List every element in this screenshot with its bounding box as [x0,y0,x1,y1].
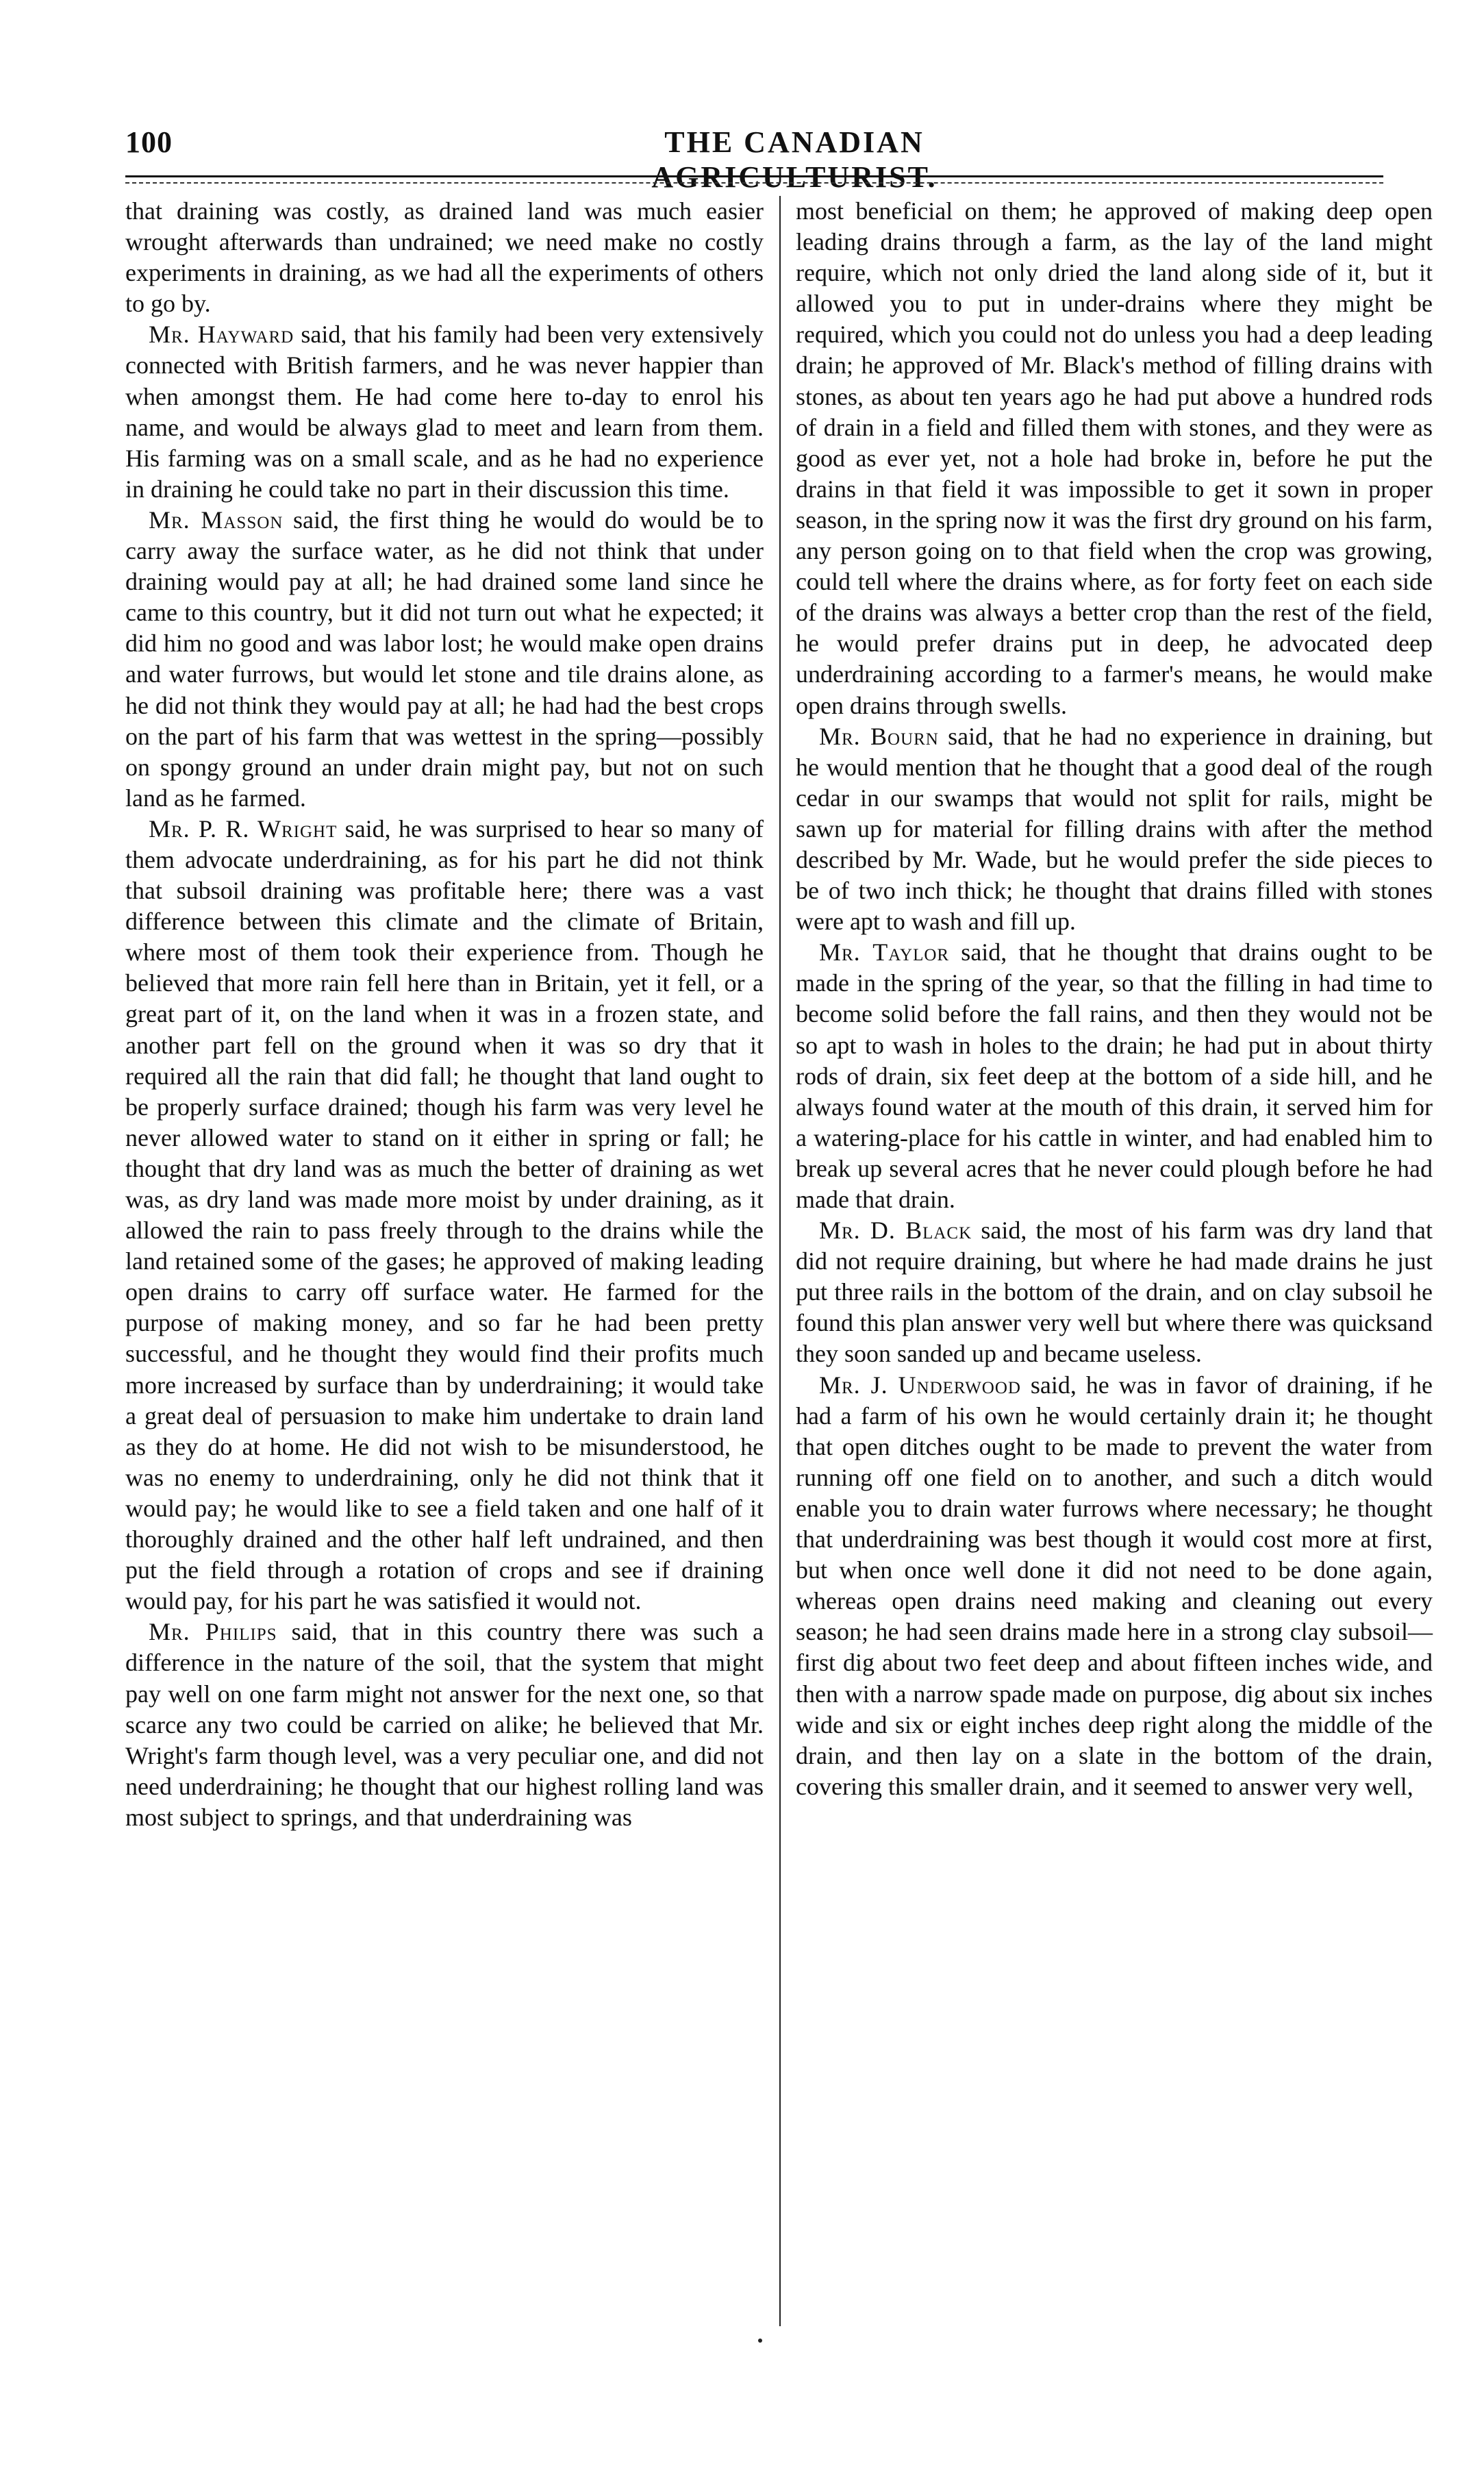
paragraph: Mr. Bourn said, that he had no experience in draining, but he would mention that he thought that a good deal of the rough cedar in our swamps that would not split for rails, might be sawn up for material for filling drains with after the method described by Mr. Wade, but he would prefer the side pieces to be of two inch thick; he thought that drains filled with stones were apt to wash and fill up. [796,722,1433,936]
speaker-name: Mr. D. Black [819,1217,972,1245]
header-rule-dashed [125,182,1383,184]
left-column [125,196,764,1833]
paragraph: Mr. Hayward said, that his family had been very extensively connected with British farmers, and he was never happier than when amongst them. He had come here to-day to enrol his name, and would be always glad to meet and learn from them. His farming was on a small scale, and as he had no experience in draining he could take no part in their discussion this time. [125,321,764,503]
speaker-name: Mr. Masson [149,506,284,534]
paragraph: Mr. D. Black said, the most of his farm was dry land that did not require draining, but where he had made drains he just put three rails in the bottom of the drain, and on clay subsoil he found this plan answer very well but where there was quicksand they soon sanded up and became useless. [796,1217,1433,1368]
speaker-name: Mr. Hayward [149,321,294,349]
paragraph: Mr. Philips said, that in this country there was such a difference in the nature of the soil, that the system that might pay well on one farm might not answer for the next one, so that scarce any two could be carried on alike; he believed that Mr. Wright's farm though level, was a very peculiar one, and did not need underdraining; he thought that our highest rolling land was most subject to springs, and that underdraining was [125,1618,764,1831]
speaker-name: Mr. P. R. Wright [149,814,338,843]
page-number: 100 [125,125,173,159]
speaker-name: Mr. J. Underwood [819,1371,1021,1399]
paragraph: Mr. Taylor said, that he thought that drains ought to be made in the spring of the year, so that the filling in had time to become solid before the fall rains, and then they would not be so apt to wash in holes to the drain; he had put in about thirty rods of drain, six feet deep at the bottom of a side hill, and he always found water at the mouth of this drain, it served him for a watering-place for his cattle in winter, and had enabled him to break up several acres that he never could plough before he had made that drain. [796,938,1433,1213]
paragraph: most beneficial on them; he approved of making deep open leading drains through a farm, as the lay of the land might require, which not only dried the land along side of it, but it allowed you to put in under-drains where they might be required, which you could not do unless you had a deep leading drain; he approved of Mr. Black's method of filling drains with stones, as about ten years ago he had put above a hundred rods of drain in a field and filled them with stones, and they were as good as ever yet, not a hole had broke in, before he put the drains in that field it was impossible to get it sown in proper season, in the spring now it was the first dry ground on his farm, any person going on to that field when the crop was growing, could tell where the drains where, as for forty feet on each side of the drains was always a better crop than the rest of the field, he would prefer drains put in deep, he advocated deep underdraining according to a farmer's means, he would make open drains through swells. [796,197,1433,719]
running-head: THE CANADIAN AGRICULTURIST. [651,125,938,194]
paragraph: Mr. Masson said, the first thing he would do would be to carry away the surface water, as he did not think that under draining would pay at all; he had drained some land since he came to this country, but it did not turn out what he expected; it did him no good and was labor lost; he would make open drains and water furrows, but would let stone and tile drains alone, as he did not think they would pay at all; he had had the best crops on the part of his farm that was wettest in the spring—possibly on spongy ground an under drain might pay, but not on such land as he farmed. [125,506,764,812]
paragraph: Mr. P. R. Wright said, he was surprised to hear so many of them advocate underdraining, as for his part he did not think that subsoil draining was profitable here; there was a vast difference between this climate and the climate of Britain, where most of them took their experience from. Though he believed that more rain fell here than in Britain, yet it fell, or a great part of it, on the land when it was in a frozen state, and another part fell on the ground when it was so dry that it required all the rain that did fall; he thought that land ought to be properly surface drained; though his farm was very level he never allowed water to stand on it either in spring or fall; he thought that dry land was as much the better of draining as wet was, as dry land was made more moist by under draining, as it allowed the rain to pass freely through to the drains while the land retained some of the gases; he approved of making leading open drains to carry off surface water. He farmed for the purpose of making money, and so far he had been pretty successful, and he thought they would find their profits much more increased by surface than by underdraining; it would take a great deal of persuasion to make him undertake to drain land as they do at home. He did not wish to be misunderstood, he was no enemy to underdraining, only he did not think that it would pay; he would like to see a field taken and one half of it thoroughly drained and the other half left undrained, and then put the field through a rotation of crops and see if draining would pay, for his part he was satisfied it would not. [125,814,764,1615]
speaker-name: Mr. Bourn [819,722,939,750]
footer-dot [758,2339,762,2343]
paragraph: Mr. J. Underwood said, he was in favor of draining, if he had a farm of his own he would certainly drain it; he thought that open ditches ought to be made to prevent the water from running off one field on to another, and such a ditch would enable you to drain water furrows where necessary; he thought that underdraining was best though it would cost more at first, but when once well done it did not need to be done again, whereas open drains need making and cleaning out every season; he had seen drains made here in a strong clay subsoil—first dig about two feet deep and about fifteen inches wide, and then with a narrow spade made on purpose, dig about six inches wide and six or eight inches deep right along the middle of the drain, and then lay on a slate in the bottom of the drain, covering this smaller drain, and it seemed to answer very well, [796,1371,1433,1800]
paragraph: that draining was costly, as drained land was much easier wrought afterwards than undrained; we need make no costly experiments in draining, as we had all the experiments of others to go by. [125,197,764,318]
header-rule [125,175,1383,177]
column-divider [779,196,781,2326]
right-column [796,196,1433,1802]
speaker-name: Mr. Philips [149,1618,277,1646]
speaker-name: Mr. Taylor [819,938,950,967]
